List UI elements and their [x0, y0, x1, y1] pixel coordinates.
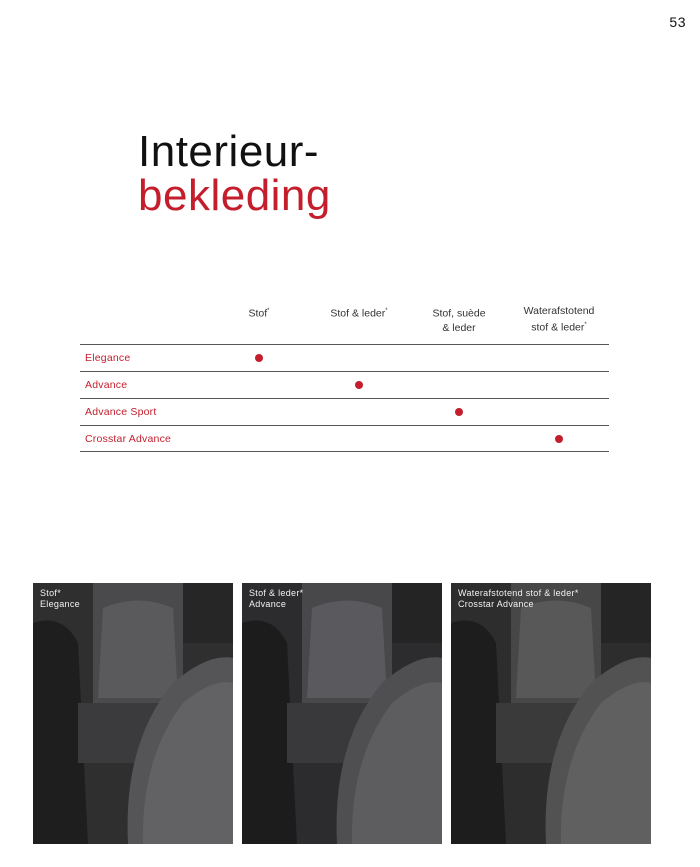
- availability-dot: [555, 435, 563, 443]
- photo-caption: Stof* Elegance: [40, 588, 80, 609]
- upholstery-table: [80, 304, 609, 452]
- table-row: [80, 398, 609, 425]
- column-header-stof-leder: Stof & leder*: [330, 307, 388, 320]
- page-title: [138, 127, 331, 220]
- seat-photo-water-repellent: [451, 583, 651, 844]
- column-header-waterafstotend: Waterafstotend stof & leder*: [523, 305, 595, 334]
- row-label: Advance: [85, 379, 128, 391]
- row-label: Crosstar Advance: [85, 433, 172, 445]
- title-line-2: bekleding: [138, 171, 331, 220]
- table-header: [80, 304, 609, 344]
- table-row: [80, 344, 609, 371]
- table-row: [80, 371, 609, 398]
- row-label: Advance Sport: [85, 406, 157, 418]
- availability-dot: [455, 408, 463, 416]
- seat-photo-advance: [242, 583, 442, 844]
- seat-photo-elegance: [33, 583, 233, 844]
- seat-photo-fabric-leather: [242, 583, 442, 844]
- seat-photo-crosstar-advance: [451, 583, 651, 844]
- availability-dot: [355, 381, 363, 389]
- row-label: Elegance: [85, 352, 131, 364]
- photo-caption: Stof & leder* Advance: [249, 588, 304, 609]
- table-row: [80, 425, 609, 452]
- column-header-stof-suede-leder: Stof, suède & leder: [432, 307, 486, 334]
- page-number: 53: [669, 14, 686, 30]
- title-line-1: Interieur-: [138, 127, 320, 176]
- availability-dot: [255, 354, 263, 362]
- photo-caption: Waterafstotend stof & leder* Crosstar Advance: [458, 588, 579, 609]
- seat-photo-fabric: [33, 583, 233, 844]
- column-header-stof: Stof*: [248, 307, 270, 320]
